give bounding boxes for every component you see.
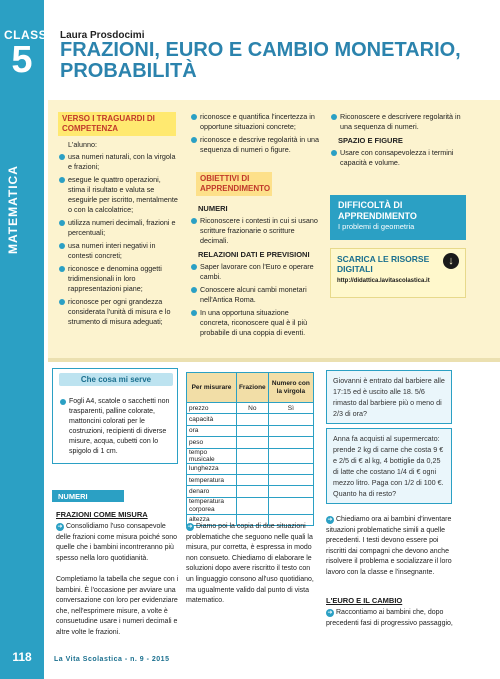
objective-item: Conoscere alcuni cambi monetari nell'Antica Roma. [190, 285, 320, 305]
table-cell: lunghezza [187, 463, 237, 474]
traguardo-item: utilizza numeri decimali, frazioni e percentuali; [58, 218, 178, 238]
right-paragraph [326, 515, 456, 579]
numeri-paragraph-2: Completiamo la tabella che segue con i bambini. È l'occasione per avviare una conversazione con loro per evidenziare che, nell'esprimere misure, a volte è consuetudine usare i numeri decimali e altre volte le frazioni. [56, 576, 179, 636]
traguardi-column [58, 140, 178, 330]
table-cell[interactable]: No [236, 403, 268, 414]
apprendimento-heading: OBIETTIVI DI APPRENDIMENTO [196, 172, 272, 196]
page-number: 118 [12, 650, 32, 664]
download-resources-box[interactable] [330, 248, 466, 298]
table-cell: prezzo [187, 403, 237, 414]
table-cell[interactable] [236, 474, 268, 485]
table-row [187, 448, 314, 463]
table-cell: altezza [187, 514, 237, 525]
download-title: SCARICA LE RISORSE DIGITALI [337, 254, 430, 274]
traguardi-column-2 [190, 112, 320, 158]
traguardi-heading: VERSO I TRAGUARDI DI COMPETENZA [58, 112, 176, 136]
apprendimento-column [190, 200, 320, 341]
difficulty-title: DIFFICOLTÀ DI APPRENDIMENTO [338, 200, 417, 221]
footer-text: La Vita Scolastica - n. 9 - 2015 [54, 656, 170, 663]
table-cell[interactable] [268, 486, 313, 497]
table-cell[interactable] [236, 497, 268, 514]
table-cell: temperatura [187, 474, 237, 485]
objective-item: Usare con consapevolezza i termini capacità e volume. [330, 148, 466, 168]
arrow-icon: ➜ [187, 524, 193, 530]
sidebar-strip [0, 0, 56, 679]
table-cell: peso [187, 437, 237, 448]
traguardo-item: usa numeri naturali, con la virgola e frazioni; [58, 152, 178, 172]
arrow-icon: ➜ [327, 517, 333, 523]
table-row [187, 486, 314, 497]
table-header: Per misurare [187, 373, 237, 403]
arrow-icon: ➜ [327, 610, 333, 616]
table-cell[interactable] [268, 448, 313, 463]
page-title: FRAZIONI, EURO E CAMBIO MONETARIO, PROBABILITÀ [60, 39, 461, 82]
table-cell[interactable] [236, 448, 268, 463]
difficulty-subtitle: I problemi di geometria [338, 222, 415, 231]
class-label: CLASSE [4, 28, 56, 42]
objective-item: Saper lavorare con l'Euro e operare cambi. [190, 262, 320, 282]
table-header: Numero con la virgola [268, 373, 313, 403]
traguardo-item: esegue le quattro operazioni, stima il risultato e valuta se eseguirle per iscritto, mentalmente o con la calcolatrice; [58, 175, 178, 215]
materials-text: Fogli A4, scatole o sacchetti non trasparenti, palline colorate, mattoncini colorati per le costruzioni, recipienti di diverse misure, acqua, cubetti con lo spigolo di 1 cm. [59, 397, 175, 457]
traguardo-item: riconosce e quantifica l'incertezza in opportune situazioni concrete; [190, 112, 320, 132]
table-cell[interactable] [268, 474, 313, 485]
table-row [187, 463, 314, 474]
table-cell[interactable] [236, 463, 268, 474]
objective-item: Riconoscere i contesti in cui si usano scritture frazionarie o scritture decimali. [190, 216, 320, 246]
relazioni-subheading: RELAZIONI DATI E PREVISIONI [198, 250, 310, 259]
materials-box [52, 368, 178, 464]
problem-box-1: Giovanni è entrato dal barbiere alle 17:15 ed è uscito alle 18. 5/6 rimasto dal barbiere più o meno di 2/3 di ora? [326, 370, 452, 424]
measure-table [186, 372, 314, 526]
traguardo-item: riconosce per ogni grandezza considerata l'unità di misura e lo strumento di misura adeguati; [58, 297, 178, 327]
right-text-2: Raccontiamo ai bambini che, dopo precedenti fasi di progressivo passaggio, [326, 609, 453, 627]
right-paragraph-2 [326, 608, 456, 629]
euro-cambio-heading: L'EURO E IL CAMBIO [326, 596, 403, 605]
numeri-paragraph [56, 522, 182, 564]
table-cell[interactable] [268, 463, 313, 474]
right-text-1: Chiediamo ora ai bambini d'inventare situazioni problematiche simili a quelle precedenti. I testi devono essere poi riscritti dai compagni che devono anche risolvere il problema e socializzare il loro lavoro con la classe e l'insegnante. [326, 516, 452, 576]
table-cell[interactable] [268, 414, 313, 425]
objective-item: Riconoscere e descrivere regolarità in una sequenza di numeri. [330, 112, 466, 132]
subject-label: MATEMATICA [6, 165, 20, 255]
table-row [187, 474, 314, 485]
numeri-para-1: Consolidiamo l'uso consapevole delle frazioni come misura poiché sono quelle che i bambini incontreranno più spesso nella loro quotidianità. [56, 523, 178, 562]
intro-text: L'alunno: [68, 140, 97, 149]
table-cell[interactable] [236, 486, 268, 497]
spazio-subheading: SPAZIO E FIGURE [338, 136, 403, 145]
table-cell: tempo musicale [187, 448, 237, 463]
middle-paragraph [186, 522, 318, 607]
traguardo-item: usa numeri interi negativi in contesti concreti; [58, 241, 178, 261]
download-url[interactable]: http://didattica.lavitascolastica.it [337, 278, 430, 284]
middle-text: Diamo poi la copia di due situazioni problematiche che seguono nelle quali la misura, pur corretta, è espressa in modo non consueto. Chiediamo di elaborare le soluzioni dopo avere riscritto il testo con un linguaggio consono all'uso quotidiano, ma ugualmente valido dal punto di vista matematico. [186, 523, 314, 605]
table-header-row [187, 373, 314, 403]
author-name: Laura Prosdocimi [60, 30, 145, 41]
table-row [187, 414, 314, 425]
table-cell: capacità [187, 414, 237, 425]
table-cell[interactable] [268, 437, 313, 448]
table-row [187, 403, 314, 414]
numeri-tag: NUMERI [52, 490, 124, 502]
frazioni-misura-heading: FRAZIONI COME MISURA [56, 510, 148, 519]
table-cell: ora [187, 425, 237, 436]
numeri-subheading: NUMERI [198, 204, 228, 213]
table-cell[interactable] [236, 437, 268, 448]
footer-bar [44, 648, 500, 679]
table-cell: temperatura corporea [187, 497, 237, 514]
materials-title: Che cosa mi serve [59, 373, 173, 386]
table-row [187, 425, 314, 436]
table-cell[interactable]: Sì [268, 403, 313, 414]
table-cell[interactable] [268, 425, 313, 436]
table-cell[interactable] [268, 497, 313, 514]
traguardo-item: riconosce e descrive regolarità in una sequenza di numeri o figure. [190, 135, 320, 155]
table-cell[interactable] [236, 425, 268, 436]
table-row [187, 437, 314, 448]
problem-box-2: Anna fa acquisti al supermercato: prende 2 kg di carne che costa 9 € e 2/5 di € al kg, 4 bottiglie da 0,25 di latte che costano 1/4 di € ogni mezzo litro. Paga con 1/2 di 100 €. Quanto ha di resto? [326, 428, 452, 504]
table-cell[interactable] [236, 414, 268, 425]
arrow-icon: ➜ [57, 524, 63, 530]
objective-item: In una opportuna situazione concreta, riconoscere qual è il più probabile di una coppia di eventi. [190, 308, 320, 338]
table-row [187, 497, 314, 514]
difficulty-box[interactable] [330, 195, 466, 240]
class-number: 5 [11, 39, 33, 81]
objectives-column-3 [330, 112, 466, 171]
traguardo-item: riconosce e denomina oggetti tridimensionali in loro rappresentazioni piane; [58, 264, 178, 294]
table-cell: denaro [187, 486, 237, 497]
download-arrow-icon[interactable]: ↓ [443, 253, 459, 269]
table-header: Frazione [236, 373, 268, 403]
